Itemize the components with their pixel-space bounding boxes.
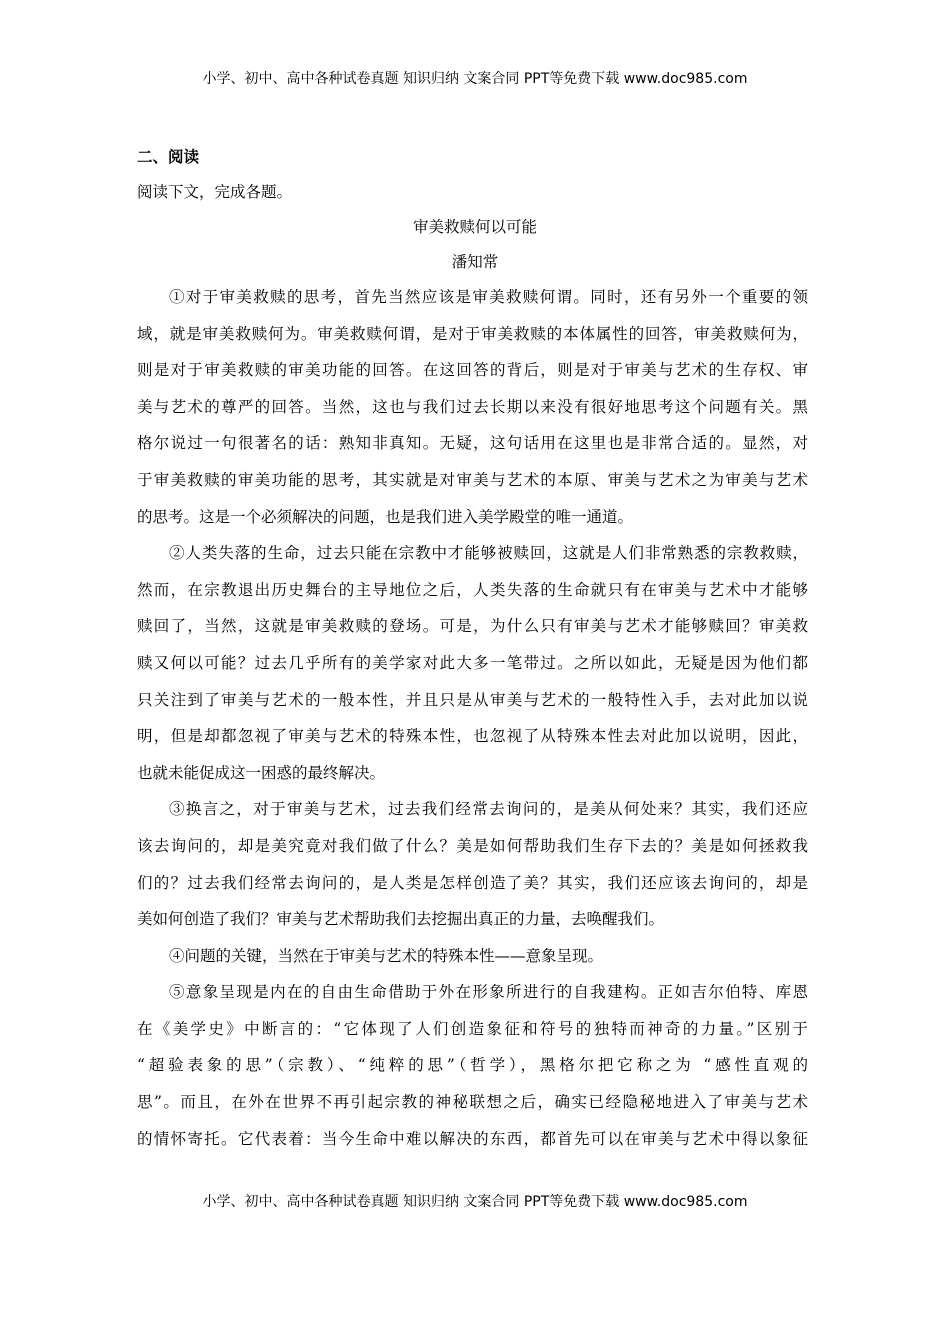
text-line: 美与艺术的尊严的回答。当然，这也与我们过去长期以来没有很好地思考这个问题有关。黑 xyxy=(137,397,808,416)
paragraph-3 xyxy=(137,798,808,944)
text-line: 然而，在宗教退出历史舞台的主导地位之后，人类失落的生命就只有在审美与艺术中才能够 xyxy=(137,580,808,599)
page-footer: 小学、初中、高中各种试卷真题 知识归纳 文案合同 PPT等免费下载 www.doc985.com xyxy=(202,1194,748,1210)
instruction: 阅读下文，完成各题。 xyxy=(137,183,293,201)
text-line: 也就未能促成这一困惑的最终解决。 xyxy=(137,763,386,782)
article-title: 审美救赎何以可能 xyxy=(412,218,537,236)
page-header: 小学、初中、高中各种试卷真题 知识归纳 文案合同 PPT等免费下载 www.doc985.com xyxy=(202,71,748,87)
text-line: 美如何创造了我们？审美与艺术帮助我们去挖掘出真正的力量，去唤醒我们。 xyxy=(137,910,665,929)
text-line: 的思考。这是一个必须解决的问题，也是我们进入美学殿堂的唯一通道。 xyxy=(137,507,634,526)
text-line: “超验表象的思”（宗教）、“纯粹的思”（哲学），黑格尔把它称之为 “感性直观的 xyxy=(137,1056,808,1075)
text-line: 们的？过去我们经常去询问的，是人类是怎样创造了美？其实，我们还应该去询问的，却是 xyxy=(137,873,808,892)
paragraph-4 xyxy=(137,945,808,982)
text-line: 格尔说过一句很著名的话：熟知非真知。无疑，这句话用在这里也是非常合适的。显然，对 xyxy=(137,434,808,453)
article-author: 潘知常 xyxy=(451,253,499,271)
text-line: 在《美学史》中断言的：“它体现了人们创造象征和符号的独特而神奇的力量。”区别于 xyxy=(137,1019,808,1038)
text-line: 于审美救赎的审美功能的思考，其实就是对审美与艺术的本原、审美与艺术之为审美与艺术 xyxy=(137,470,808,489)
text-line: 赎又何以可能？过去几乎所有的美学家对此大多一笔带过。之所以如此，无疑是因为他们都 xyxy=(137,653,808,672)
text-line: 思”。而且，在外在世界不再引起宗教的神秘联想之后，确实已经隐秘地进入了审美与艺术 xyxy=(137,1093,808,1112)
text-line: 该去询问的，却是美究竟对我们做了什么？美是如何帮助我们生存下去的？美是如何拯救我 xyxy=(137,836,808,855)
text-line: ②人类失落的生命，过去只能在宗教中才能够被赎回，这就是人们非常熟悉的宗教救赎， xyxy=(169,544,808,563)
text-line: ⑤意象呈现是内在的自由生命借助于外在形象所进行的自我建构。正如吉尔伯特、库恩 xyxy=(169,983,808,1002)
text-line: 的情怀寄托。它代表着：当今生命中难以解决的东西，都首先可以在审美与艺术中得以象征 xyxy=(137,1129,808,1148)
text-line: ①对于审美救赎的思考，首先当然应该是审美救赎何谓。同时，还有另外一个重要的领 xyxy=(169,288,808,306)
text-line: 赎回了，当然，这就是审美救赎的登场。可是，为什么只有审美与艺术才能够赎回？审美救 xyxy=(137,617,808,636)
text-line: 明，但是却都忽视了审美与艺术的特殊本性，也忽视了从特殊本性去对此加以说明，因此， xyxy=(137,727,808,746)
paragraph-1 xyxy=(137,286,808,542)
text-line: ④问题的关键，当然在于审美与艺术的特殊本性——意象呈现。 xyxy=(169,946,604,965)
text-line: ③换言之，对于审美与艺术，过去我们经常去询问的，是美从何处来？其实，我们还应 xyxy=(169,800,808,819)
text-line: 只关注到了审美与艺术的一般本性，并且只是从审美与艺术的一般特性入手，去对此加以说 xyxy=(137,690,808,709)
paragraph-2 xyxy=(137,542,808,798)
text-line: 则是对于审美救赎的审美功能的回答。在这回答的背后，则是对于审美与艺术的生存权、审 xyxy=(137,361,808,380)
paragraph-5 xyxy=(137,981,808,1164)
text-line: 域，就是审美救赎何为。审美救赎何谓，是对于审美救赎的本体属性的回答，审美救赎何为， xyxy=(137,324,808,343)
section-heading: 二、阅读 xyxy=(137,148,200,166)
article-body xyxy=(137,286,808,1164)
